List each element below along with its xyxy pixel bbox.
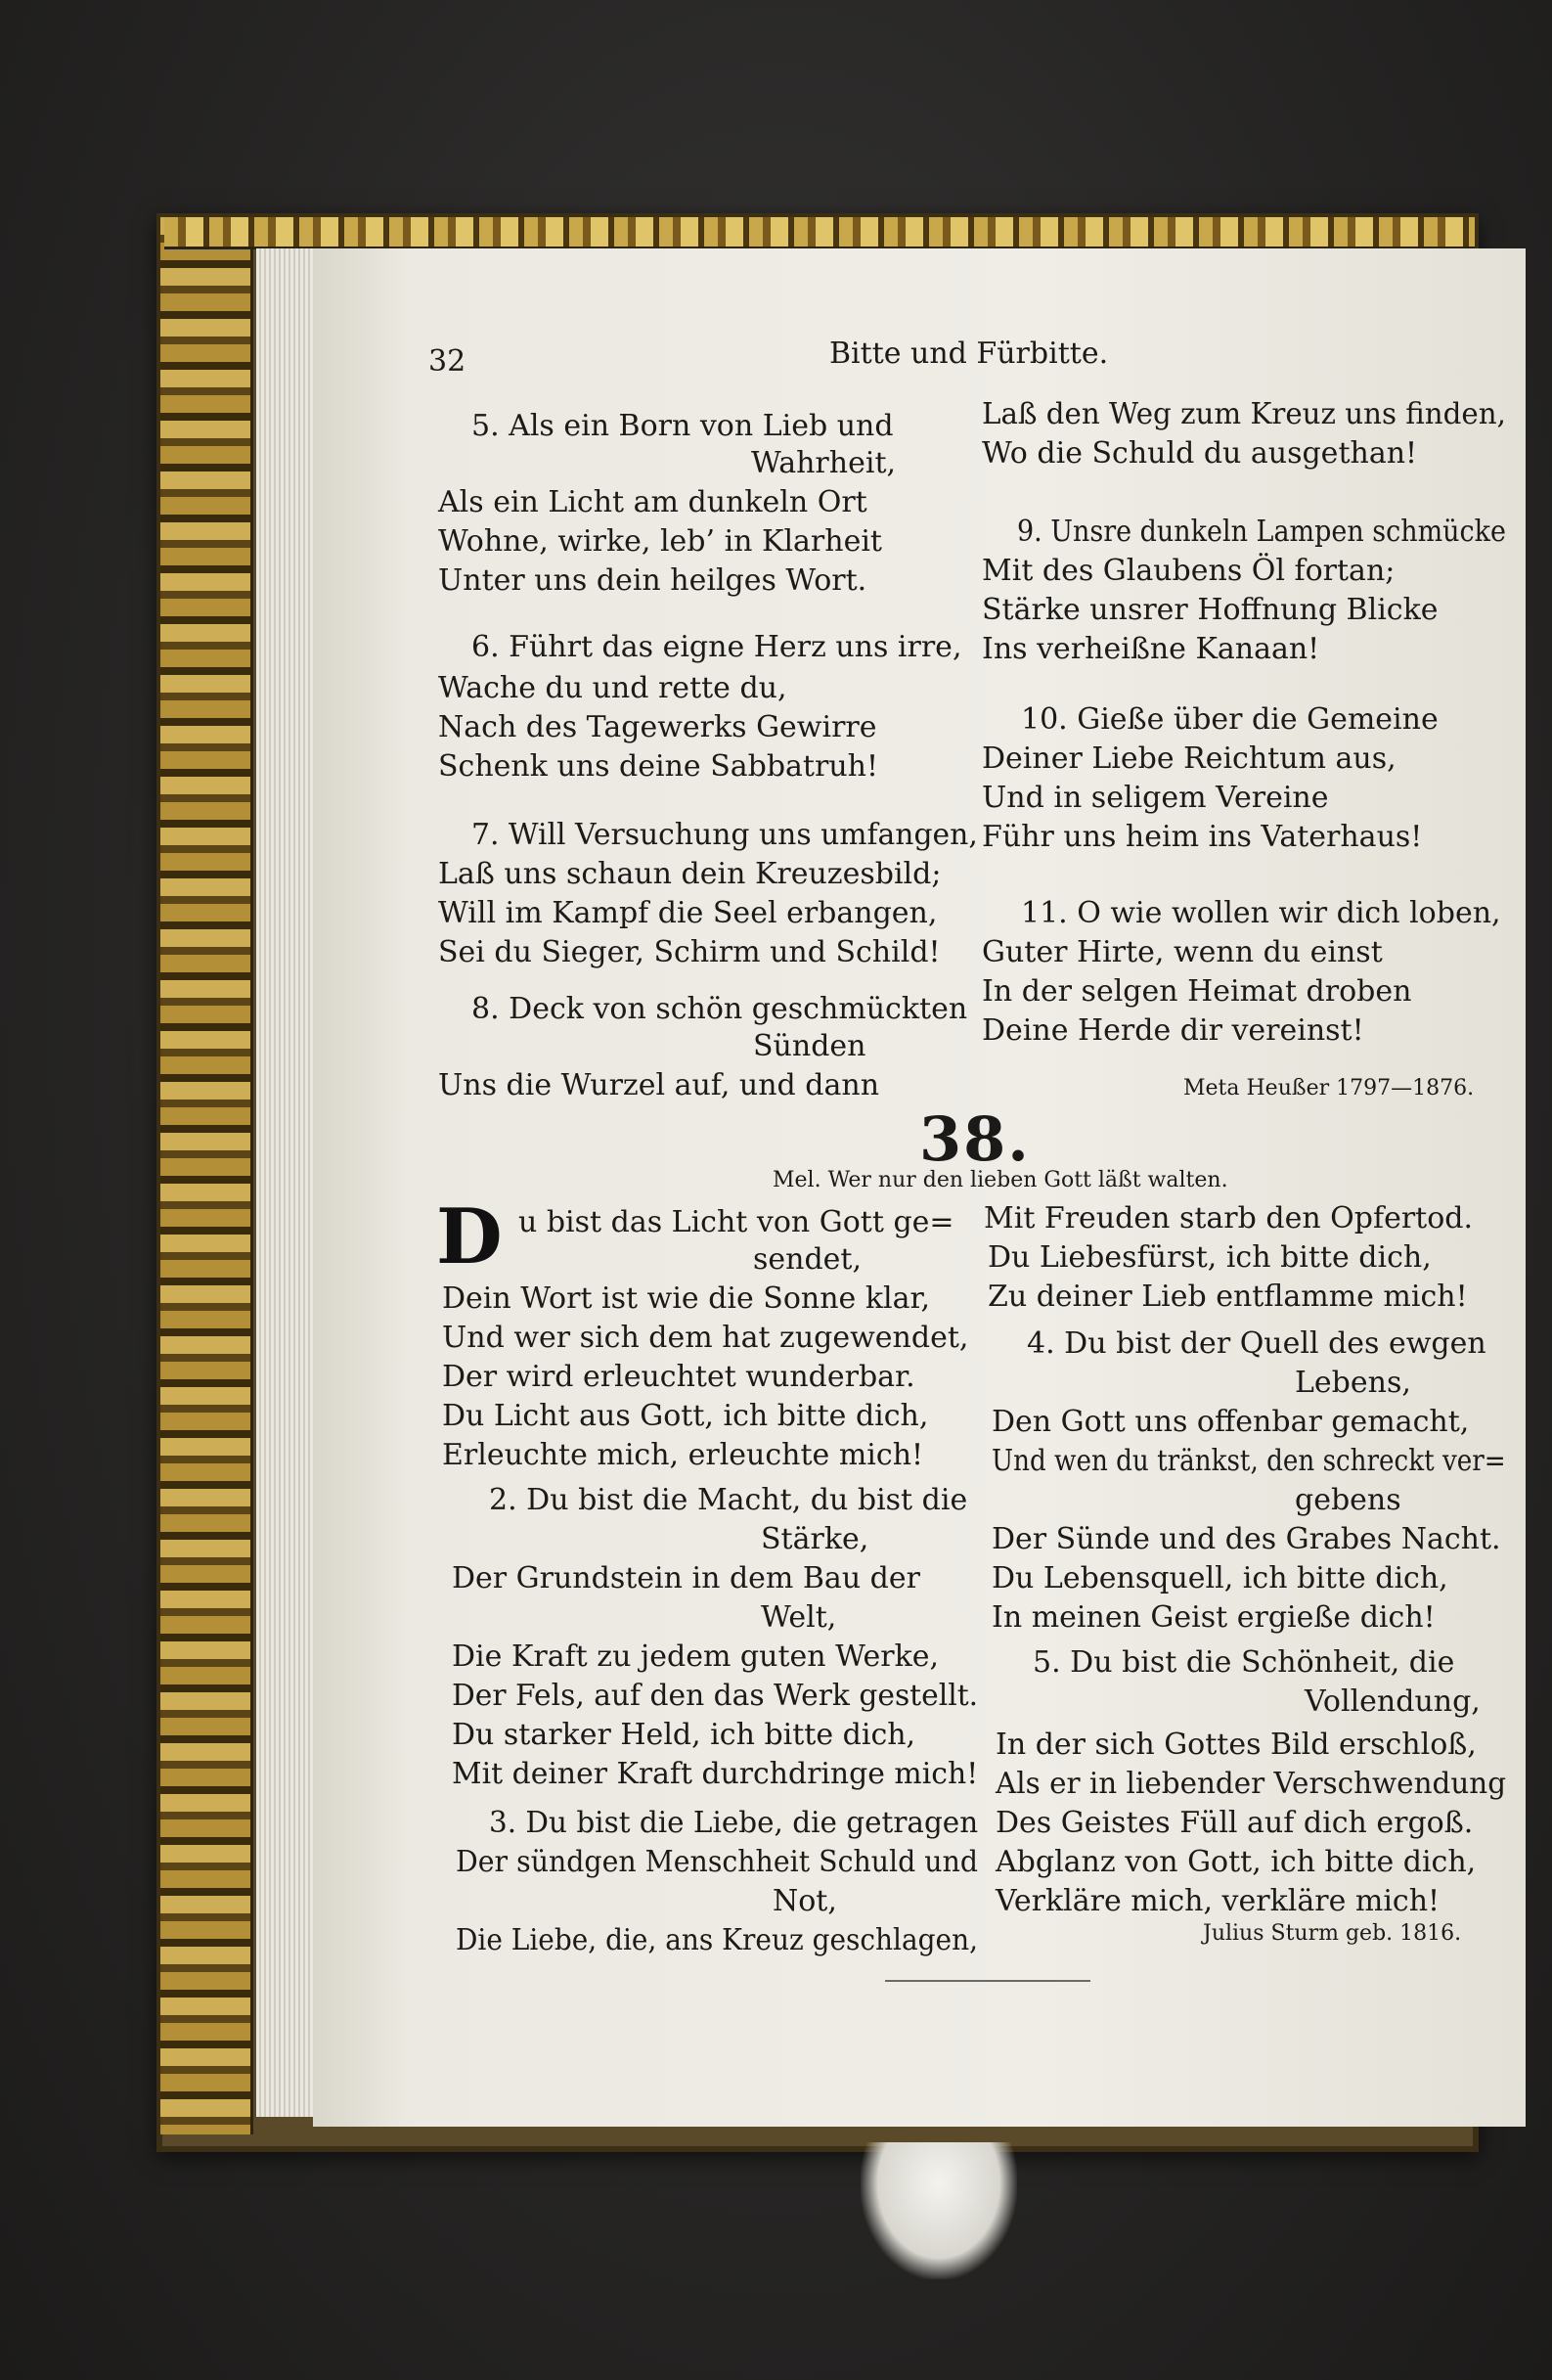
verse-line: Du starker Held, ich bitte dich, (452, 1718, 916, 1752)
verse-line: Der Grundstein in dem Bau der (452, 1561, 920, 1595)
verse-line: Mit des Glaubens Öl fortan; (982, 554, 1396, 588)
verse-line: In der selgen Heimat droben (982, 974, 1412, 1009)
verse-line: Des Geistes Füll auf dich ergoß. (996, 1806, 1474, 1840)
verse-line: Lebens, (1295, 1366, 1411, 1400)
verse-line: Dein Wort ist wie die Sonne klar, (442, 1281, 931, 1316)
verse-line: Abglanz von Gott, ich bitte dich, (996, 1845, 1477, 1879)
gilt-edge-decoration-left (160, 217, 253, 2134)
verse-line: Der Fels, auf den das Werk gestellt. (452, 1679, 979, 1713)
verse-line: Die Liebe, die, ans Kreuz geschlagen, (456, 1923, 978, 1957)
running-title: Bitte und Fürbitte. (829, 337, 1109, 371)
verse-line: Vollendung, (1305, 1684, 1481, 1719)
verse-line: Du Liebesfürst, ich bitte dich, (988, 1240, 1432, 1275)
verse-line: 8. Deck von schön geschmückten (471, 992, 968, 1026)
verse-line: Schenk uns deine Sabbatruh! (438, 749, 879, 784)
gilt-edge-decoration-top (164, 217, 1475, 249)
verse-line: Guter Hirte, wenn du einst (982, 935, 1383, 969)
verse-line: Welt, (761, 1600, 837, 1635)
melody-reference: Mel. Wer nur den lieben Gott läßt walten. (773, 1168, 1228, 1192)
verse-line: 10. Gieße über die Gemeine (1021, 702, 1439, 737)
verse-line: Deine Herde dir vereinst! (982, 1013, 1364, 1048)
verse-line: Mit deiner Kraft durchdringe mich! (452, 1757, 979, 1791)
verse-line: Und wen du tränkst, den schreckt ver= (992, 1444, 1506, 1478)
verse-line: Führ uns heim ins Vaterhaus! (982, 820, 1423, 854)
verse-line: sendet, (753, 1242, 863, 1277)
verse-line: Du Licht aus Gott, ich bitte dich, (442, 1399, 929, 1433)
end-rule-divider (885, 1980, 1090, 1982)
author-attribution: Julius Sturm geb. 1816. (1203, 1921, 1462, 1946)
verse-line: 11. O wie wollen wir dich loben, (1021, 896, 1501, 930)
bookmark-tassel (861, 2142, 1017, 2279)
verse-line: Will im Kampf die Seel erbangen, (438, 896, 938, 930)
verse-line: 4. Du bist der Quell des ewgen (1027, 1326, 1486, 1361)
verse-line: Du Lebensquell, ich bitte dich, (992, 1561, 1448, 1595)
verse-line: Sünden (753, 1029, 866, 1063)
verse-line: Nach des Tagewerks Gewirre (438, 710, 877, 744)
verse-line: Als er in liebender Verschwendung (996, 1767, 1507, 1801)
verse-line: Und in seligem Vereine (982, 781, 1329, 815)
verse-line: Unter uns dein heilges Wort. (438, 563, 867, 598)
verse-line: 3. Du bist die Liebe, die getragen (489, 1806, 979, 1840)
verse-line: Ins verheißne Kanaan! (982, 632, 1320, 666)
verse-line: Wache du und rette du, (438, 671, 787, 705)
verse-line: Stärke, (761, 1522, 869, 1556)
verse-line: Verkläre mich, verkläre mich! (996, 1884, 1441, 1918)
verse-line: Und wer sich dem hat zugewendet, (442, 1321, 969, 1355)
author-attribution: Meta Heußer 1797—1876. (1183, 1076, 1475, 1100)
verse-line: Wohne, wirke, leb’ in Klarheit (438, 524, 882, 559)
verse-line: Zu deiner Lieb entflamme mich! (988, 1280, 1468, 1314)
verse-line: Erleuchte mich, erleuchte mich! (442, 1438, 924, 1472)
verse-line: Wahrheit, (751, 446, 897, 480)
verse-line: Sei du Sieger, Schirm und Schild! (438, 935, 941, 969)
verse-line: In meinen Geist ergieße dich! (992, 1600, 1436, 1635)
verse-line: Der sündgen Menschheit Schuld und (456, 1845, 979, 1879)
verse-line: 5. Du bist die Schönheit, die (1033, 1645, 1455, 1680)
verse-line: gebens (1295, 1483, 1401, 1517)
verse-line: Als ein Licht am dunkeln Ort (438, 485, 867, 519)
verse-line: Laß den Weg zum Kreuz uns finden, (982, 397, 1506, 431)
verse-line: Der wird erleuchtet wunderbar. (442, 1360, 915, 1394)
verse-line: Die Kraft zu jedem guten Werke, (452, 1639, 940, 1674)
verse-line: Der Sünde und des Grabes Nacht. (992, 1522, 1501, 1556)
verse-line: 7. Will Versuchung uns umfangen, (471, 818, 978, 852)
verse-line: Uns die Wurzel auf, und dann (438, 1068, 880, 1102)
dropcap-letter: D (436, 1192, 503, 1281)
verse-line: Stärke unsrer Hoffnung Blicke (982, 593, 1439, 627)
verse-line: 9. Unsre dunkeln Lampen schmücke (1017, 515, 1506, 549)
page-number: 32 (428, 344, 466, 379)
verse-line: u bist das Licht von Gott ge= (518, 1205, 954, 1239)
verse-line: Not, (773, 1884, 837, 1918)
verse-line: 2. Du bist die Macht, du bist die (489, 1483, 968, 1517)
verse-line: 5. Als ein Born von Lieb und (471, 409, 894, 443)
verse-line: Deiner Liebe Reichtum aus, (982, 741, 1397, 776)
verse-line: Wo die Schuld du ausgethan! (982, 436, 1418, 471)
verse-line: 6. Führt das eigne Herz uns irre, (471, 630, 962, 664)
verse-line: In der sich Gottes Bild erschloß, (996, 1728, 1477, 1762)
hymn-number: 38. (919, 1103, 1031, 1175)
verse-line: Den Gott uns offenbar gemacht, (992, 1405, 1470, 1439)
verse-line: Mit Freuden starb den Opfertod. (984, 1201, 1474, 1235)
verse-line: Laß uns schaun dein Kreuzesbild; (438, 857, 942, 891)
